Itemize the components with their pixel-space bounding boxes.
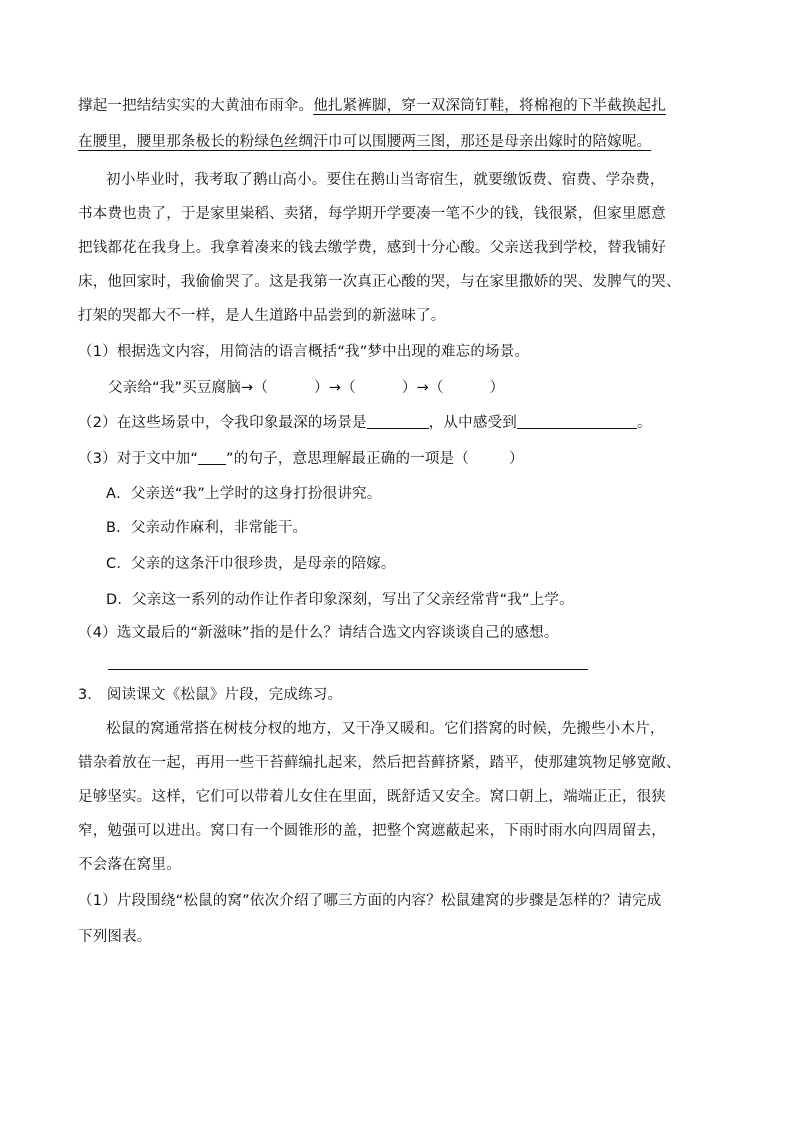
question-2 [78,413,652,433]
question-1: （1）根据选文内容，用简洁的语言概括“我”梦中出现的难忘的场景。 [78,344,530,360]
chain-arrow: ）→（ [401,380,444,396]
option-b[interactable]: B．父亲动作麻利，非常能干。 [106,520,308,536]
passage-line: 打架的哭都大不一样，是人生道路中品尝到的新滋味了。 [78,308,446,324]
chain-start: 父亲给“我”买豆腐脑→（ [108,380,269,396]
underlined-sentence: 他扎紧裤脚，穿一双深筒钉鞋，将棉袍的下半截换起扎 [313,98,667,114]
passage-line: 初小毕业时，我考取了鹅山高小。要住在鹅山当寄宿生，就要缴饭费、宿费、学杂费， [106,172,665,188]
passage-line: 不会落在窝里。 [78,857,181,873]
question-2-text: 。 [636,415,652,431]
passage-line: 窄，勉强可以进出。窝口有一个圆锥形的盖，把整个窝遮蔽起来，下雨时雨水向四周留去， [78,823,666,839]
passage-line [78,96,666,116]
passage-line: 把钱都花在我身上。我拿着凑来的钱去缴学费，感到十分心酸。父亲送我到学校，替我铺好 [78,240,666,256]
underline-sample [198,450,226,465]
question-3-text: ”的句子，意思理解最正确的一项是（ [226,451,469,467]
question-3 [78,449,524,469]
section-3-question-1: （1）片段围绕“松鼠的窝”依次介绍了哪三方面的内容？松鼠建窝的步骤是怎样的？请完成 [78,893,662,909]
question-3-text: ） [508,451,524,467]
answer-blank[interactable] [517,414,637,429]
section-3-heading: 3． 阅读课文《松鼠》片段，完成练习。 [78,687,343,703]
section-3-question-1: 下列图表。 [78,929,152,945]
passage-line: 松鼠的窝通常搭在树枝分杈的地方，又干净又暖和。它们搭窝的时候，先搬些小木片， [106,721,665,737]
passage-line: 错杂着放在一起，再用一些干苔藓编扎起来，然后把苔藓挤紧，踏平，使那建筑物足够宽敞、 [78,755,681,771]
option-a[interactable]: A．父亲送“我”上学时的这身打扮很讲究。 [106,486,382,502]
question-2-text: ，从中感受到 [428,415,517,431]
answer-blank[interactable] [367,414,429,429]
option-c[interactable]: C．父亲的这条汗巾很珍贵，是母亲的陪嫁。 [106,556,396,572]
question-4: （4）选文最后的“新滋味”指的是什么？请结合选文内容谈谈自己的感想。 [78,625,559,641]
chain-end: ） [489,380,505,396]
passage-line: 书本费也贵了，于是家里粜稻、卖猪，每学期开学要凑一笔不少的钱，钱很紧，但家里愿意 [78,206,666,222]
scene-chain [108,378,504,398]
question-2-text: （2）在这些场景中，令我印象最深的场景是 [78,415,367,431]
question-3-text: （3）对于文中加“ [78,451,199,467]
underlined-sentence: 在腰里，腰里那条极长的粉绿色丝绸汗巾可以围腰两三图，那还是母亲出嫁时的陪嫁呢。 [78,134,652,150]
passage-line: 床，他回家时，我偷偷哭了。这是我第一次真正心酸的哭，与在家里撒娇的哭、发脾气的哭、 [78,274,681,290]
answer-line[interactable] [108,669,588,670]
option-d[interactable]: D．父亲这一系列的动作让作者印象深刻，写出了父亲经常背“我”上学。 [106,592,574,608]
passage-line: 足够坚实。这样，它们可以带着儿女住在里面，既舒适又安全。窝口朝上，端端正正，很狭 [78,789,666,805]
chain-arrow: ）→（ [314,380,356,396]
passage-text: 撑起一把结结实实的大黄油布雨伞。 [78,98,314,114]
